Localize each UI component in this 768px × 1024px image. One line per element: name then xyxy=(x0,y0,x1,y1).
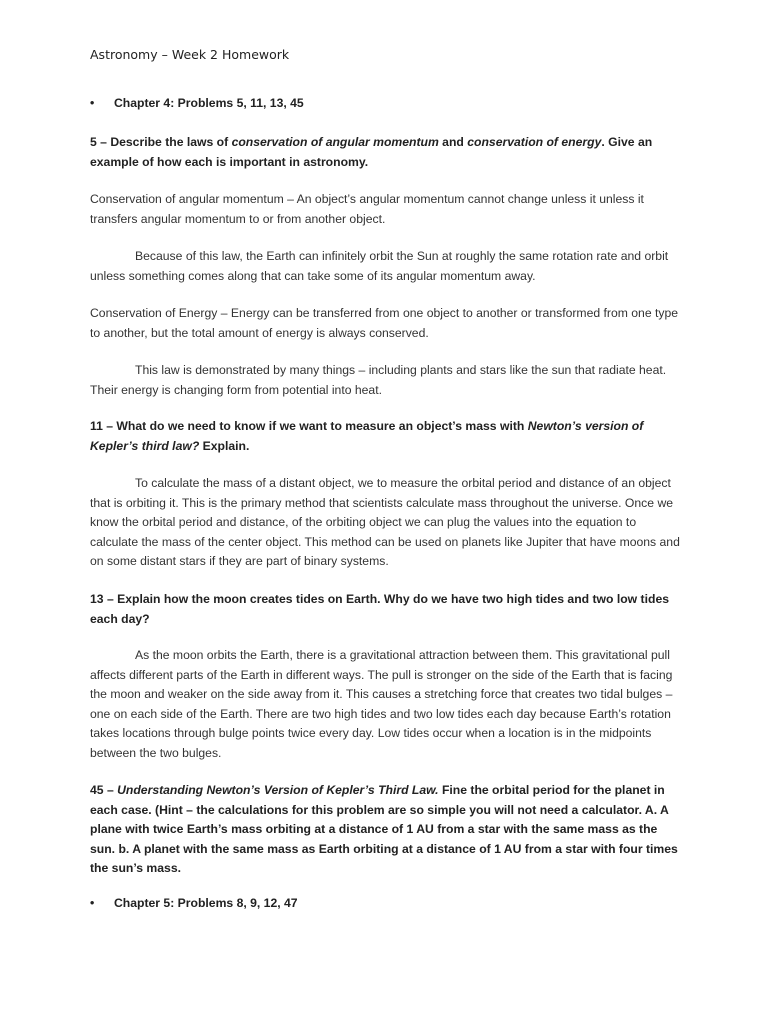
question-13 xyxy=(90,590,680,629)
answer-text: As the moon orbits the Earth, there is a gravitational attraction between them. This gravitational pull affects different parts of the Earth in different ways. The pull is stronger on the side of the Earth that is facing the moon and weaker on the side away from it. This causes a stretching force that creates two tidal bulges – one on each side of the Earth. There are two high tides and two low tides each day because Earth’s rotation takes locations through bulge points twice every day. Low tides occur when a location is in the midpoints between the two bulges. xyxy=(90,648,673,760)
answer-text: To calculate the mass of a distant object, we to measure the orbital period and distance of an object that is orbiting it. This is the primary method that scientists calculate mass throughout the universe. Once we know the orbital period and distance, of the orbiting object we can plug the values into the equation to calculate the mass of the center object. This method can be used on planets like Jupiter that have moons and on some distant stars if they are part of binary systems. xyxy=(90,476,680,569)
question-5 xyxy=(90,133,680,172)
answer-5-paragraph-2 xyxy=(90,247,680,286)
question-13-text: 13 – Explain how the moon creates tides on Earth. Why do we have two high tides and two low tides each day? xyxy=(90,592,669,626)
question-5-text: and xyxy=(438,135,468,149)
answer-text: This law is demonstrated by many things – including plants and stars like the sun that radiate heat. Their energy is changing form from potential into heat. xyxy=(90,363,667,397)
question-5-text: 5 – Describe the laws of xyxy=(90,135,232,149)
question-45-text: 45 – xyxy=(90,783,118,797)
chapter4-label: Chapter 4: Problems 5, 11, 13, 45 xyxy=(114,96,304,110)
question-5-emphasis: conservation of energy xyxy=(467,135,602,149)
question-45-text: Fine the orbital period for the planet in each case. (Hint – the calculations for this problem are so simple you will not need a calculator. A. A plane with twice Earth’s mass orbiting at a distance of 1 AU from a star with the same mass as the sun. b. A planet with the same mass as Earth orbiting at a distance of 1 AU from a star with four times the sun’s mass. xyxy=(90,783,678,876)
document-title: Astronomy – Week 2 Homework xyxy=(90,47,290,62)
answer-5-paragraph-1 xyxy=(90,190,680,229)
chapter5-label: Chapter 5: Problems 8, 9, 12, 47 xyxy=(114,896,298,910)
question-5-emphasis: conservation of angular momentum xyxy=(231,135,439,149)
answer-text: Conservation of angular momentum – An object’s angular momentum cannot change unless it unless it transfers angular momentum to or from another object. xyxy=(90,192,644,226)
question-11 xyxy=(90,417,680,456)
answer-text: Because of this law, the Earth can infinitely orbit the Sun at roughly the same rotation rate and orbit unless something comes along that can take some of its angular momentum away. xyxy=(90,249,669,283)
question-45 xyxy=(90,781,680,879)
question-11-text: 11 – What do we need to know if we want to measure an object’s mass with xyxy=(90,419,528,433)
answer-5-paragraph-4 xyxy=(90,361,680,400)
answer-13 xyxy=(90,646,680,764)
question-11-emphasis: Newton’s version of Kepler’s third law? xyxy=(90,419,644,453)
bullet-icon: • xyxy=(90,96,95,110)
question-11-text: Explain. xyxy=(199,438,250,453)
chapter4-bullet xyxy=(90,96,304,110)
answer-text: Conservation of Energy – Energy can be transferred from one object to another or transformed from one type to another, but the total amount of energy is always conserved. xyxy=(90,306,679,340)
chapter5-bullet xyxy=(90,896,298,910)
answer-5-paragraph-3 xyxy=(90,304,680,343)
question-5-text: . Give an example of how each is important in astronomy. xyxy=(90,135,653,169)
question-45-emphasis: Understanding Newton’s Version of Kepler’s Third Law. xyxy=(117,783,439,797)
bullet-icon: • xyxy=(90,896,95,910)
answer-11 xyxy=(90,474,680,572)
